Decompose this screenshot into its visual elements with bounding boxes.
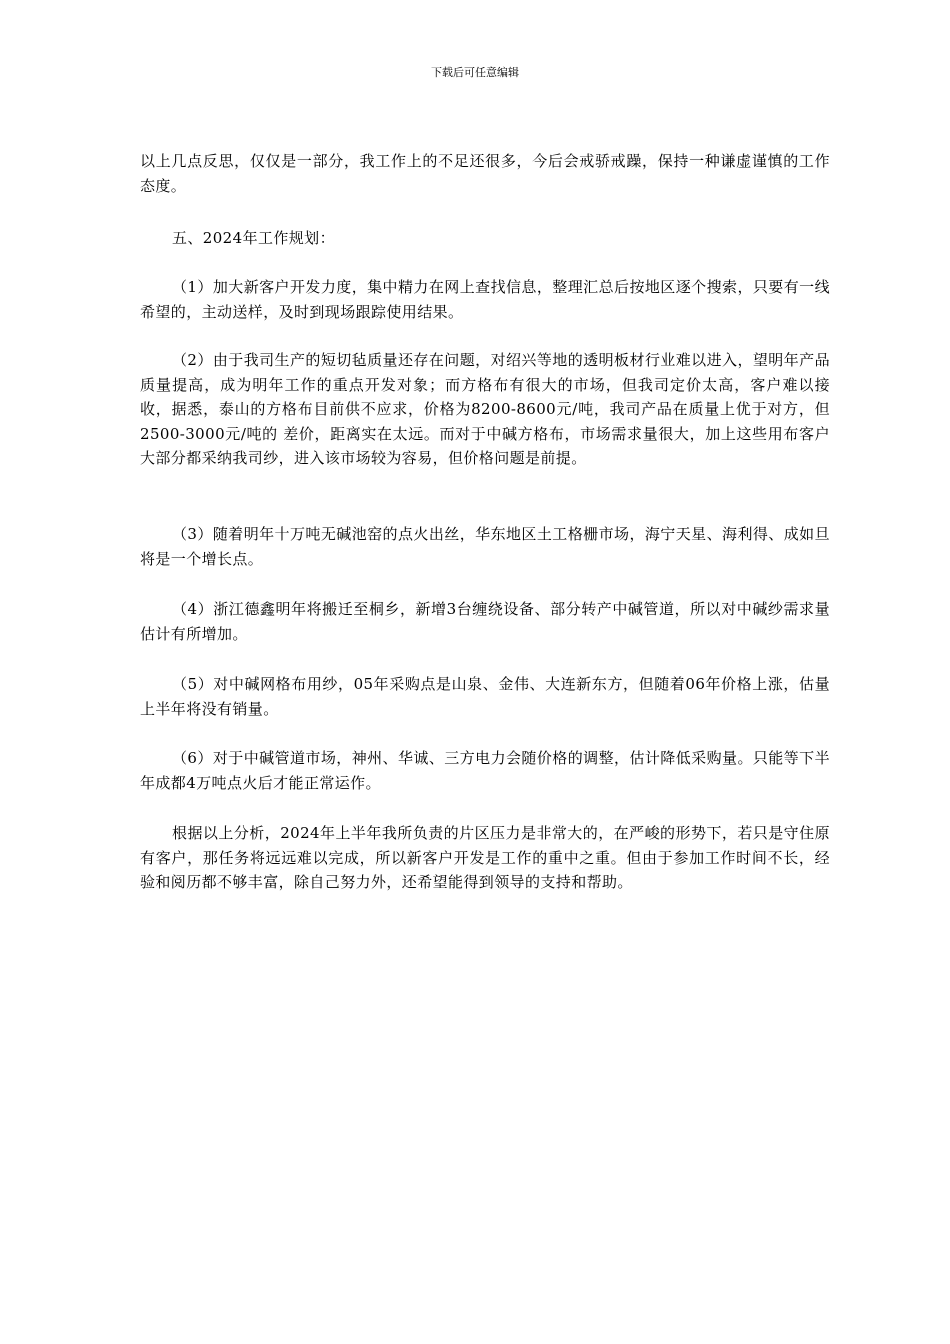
plan-item-4: （4）浙江德鑫明年将搬迁至桐乡，新增3台缠绕设备、部分转产中碱管道，所以对中碱纱需求量估计有所增加。	[140, 600, 830, 643]
plan-item-5: （5）对中碱网格布用纱，05年采购点是山泉、金伟、大连新东方，但随着06年价格上涨，估量上半年将没有销量。	[140, 675, 830, 718]
paragraph-reflection-summary: 以上几点反思，仅仅是一部分，我工作上的不足还很多，今后会戒骄戒躁，保持一种谦虚谨慎的工作态度。	[140, 152, 830, 195]
paragraph-analysis-conclusion: 根据以上分析，2024年上半年我所负责的片区压力是非常大的，在严峻的形势下，若只是守住原有客户，那任务将远远难以完成，所以新客户开发是工作的重中之重。但由于参加工作时间不长，经验和阅历都不够丰富，除自己努力外，还希望能得到领导的支持和帮助。	[140, 824, 830, 891]
plan-item-1: （1）加大新客户开发力度，集中精力在网上查找信息，整理汇总后按地区逐个搜索，只要有一线希望的，主动送样，及时到现场跟踪使用结果。	[140, 278, 830, 321]
plan-item-6: （6）对于中碱管道市场，神州、华诚、三方电力会随价格的调整，估计降低采购量。只能等下半年成都4万吨点火后才能正常运作。	[140, 749, 830, 792]
plan-item-3: （3）随着明年十万吨无碱池窑的点火出丝，华东地区土工格栅市场，海宁天星、海利得、成如旦将是一个增长点。	[140, 525, 830, 568]
section-heading-work-plan: 五、2024年工作规划：	[172, 229, 335, 247]
plan-item-2: （2）由于我司生产的短切毡质量还存在问题，对绍兴等地的透明板材行业难以进入，望明年产品质量提高，成为明年工作的重点开发对象；而方格布有很大的市场，但我司定价太高，客户难以接收，据悉，泰山的方格布目前供不应求，价格为8200-8600元/吨，我司产品在质量上优于对方，但2500-3000元/吨的 差价，距离实在太远。而对于中碱方格布，市场需求量很大，加上这些用布客户大部分都采纳我司纱，进入该市场较为容易，但价格问题是前提。	[140, 351, 830, 467]
page-header: 下载后可任意编辑	[431, 66, 519, 79]
